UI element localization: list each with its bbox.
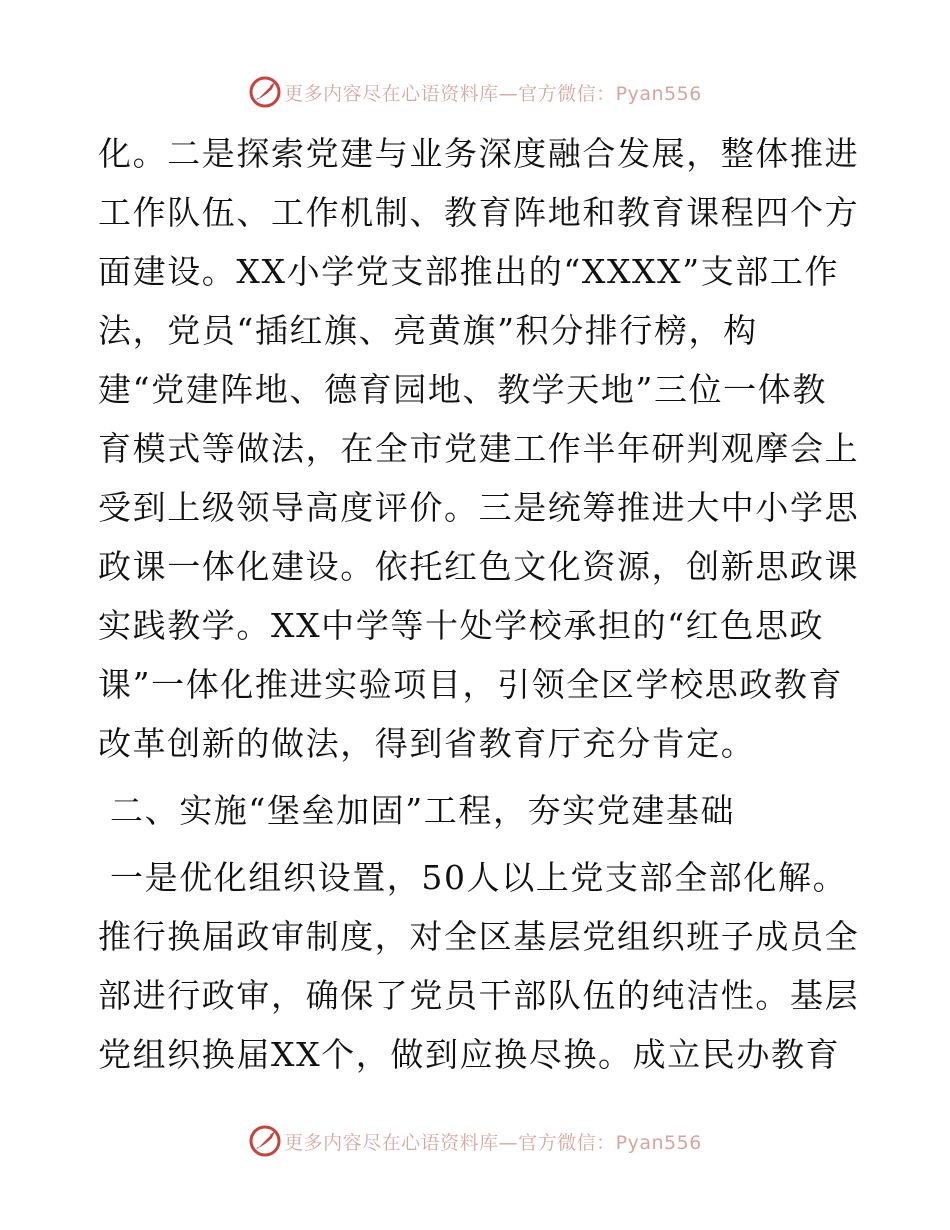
text-line: 育模式等做法，在全市党建工作半年研判观摩会上	[98, 429, 860, 468]
text-line: 部进行政审，确保了党员干部队伍的纯洁性。基层	[98, 976, 860, 1015]
text-line: 推行换届政审制度，对全区基层党组织班子成员全	[98, 917, 860, 956]
watermark-text: 更多内容尽在心语资料库—官方微信：Pyan556	[284, 1131, 702, 1154]
watermark-text: 更多内容尽在心语资料库—官方微信：Pyan556	[284, 82, 702, 105]
paragraph	[98, 848, 858, 1084]
text-line: 课”一体化推进实验项目，引领全区学校思政教育	[98, 665, 844, 704]
text-line: 法，党员“插红旗、亮黄旗”积分排行榜，构	[98, 311, 758, 350]
quill-logo-icon	[248, 75, 282, 109]
text-line: 建“党建阵地、德育园地、教学天地”三位一体教	[98, 370, 827, 409]
text-line: 改革创新的做法，得到省教育厅充分肯定。	[98, 724, 756, 763]
text-line: 党组织换届XX个，做到应换尽换。成立民办教育	[98, 1035, 841, 1074]
section-heading: 二、实施“堡垒加固”工程，夯实党建基础	[110, 791, 736, 830]
text-line: 面建设。XX小学党支部推出的“XXXX”支部工作	[98, 252, 840, 291]
paragraph	[98, 124, 858, 773]
text-line: 政课一体化建设。依托红色文化资源，创新思政课	[98, 547, 860, 586]
text-line: 化。二是探索党建与业务深度融合发展，整体推进	[98, 134, 860, 173]
header-watermark	[0, 72, 950, 112]
text-line: 实践教学。XX中学等十处学校承担的“红色思政	[98, 606, 825, 645]
text-line: 一是优化组织设置，50人以上党支部全部化解。	[110, 858, 848, 897]
text-line: 工作队伍、工作机制、教育阵地和教育课程四个方	[98, 193, 860, 232]
text-line: 受到上级领导高度评价。三是统筹推进大中小学思	[98, 488, 860, 527]
document-body	[98, 124, 858, 1084]
footer-watermark	[0, 1121, 950, 1161]
quill-logo-icon	[248, 1124, 282, 1158]
